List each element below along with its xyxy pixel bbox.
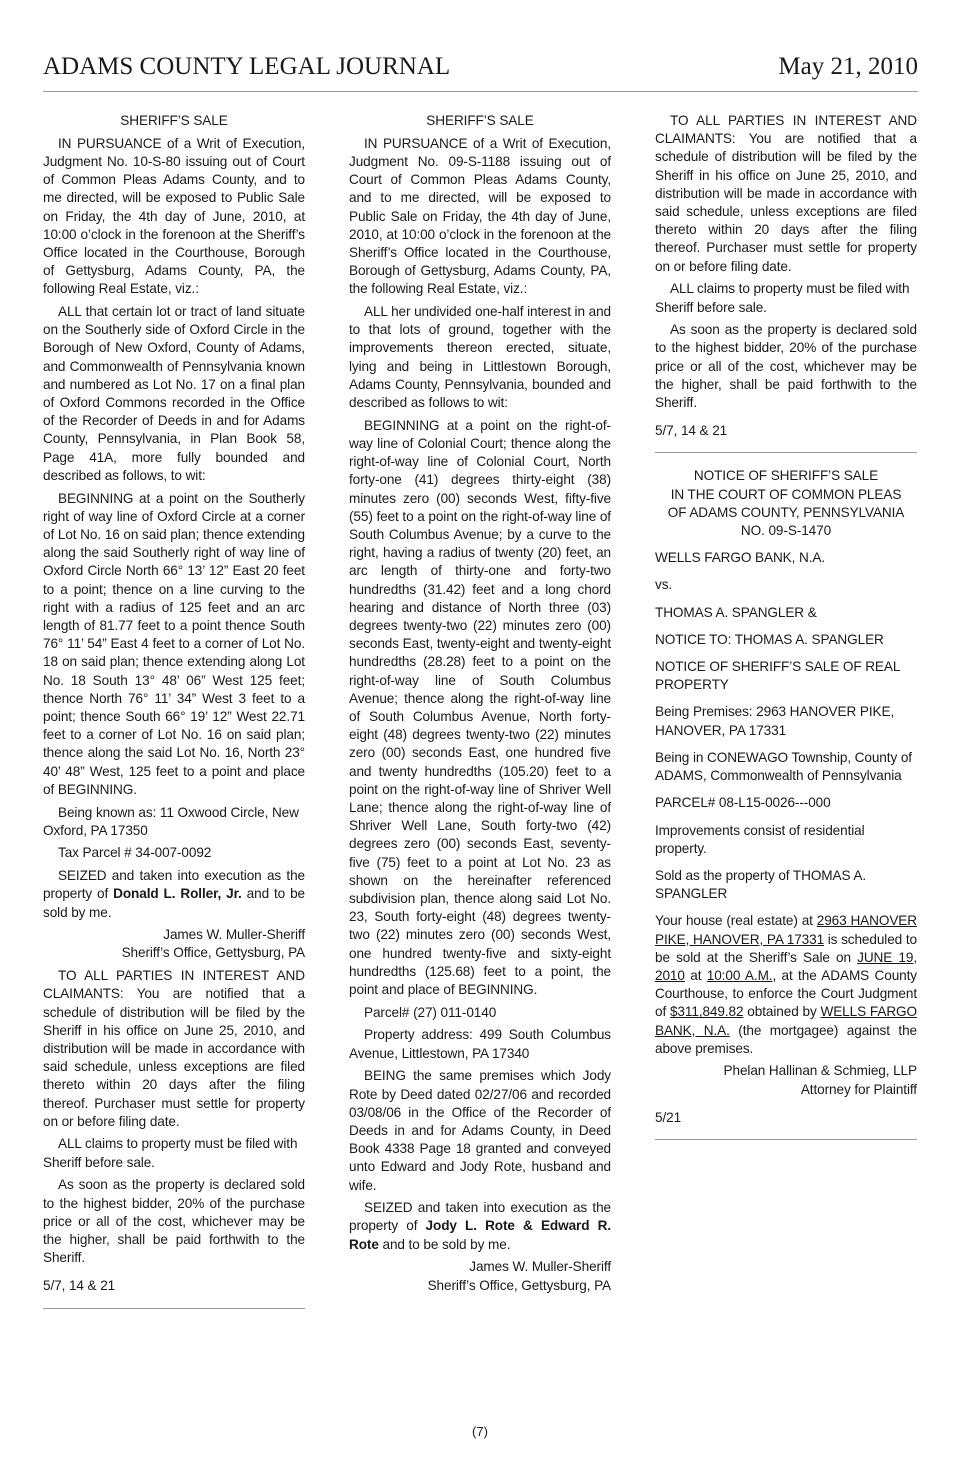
claims-paragraph: As soon as the property is declared sold to the highest bidder, 20% of the purchase price or all of the cost, whichever may be the higher, shall be paid forthwith to the Sheriff. <box>43 1177 305 1266</box>
signature-office: Sheriff’s Office, Gettysburg, PA <box>427 1277 611 1293</box>
notice-paragraph: IN PURSUANCE of a Writ of Execution, Judgment No. 09-S-1188 issuing out of Court of Common Pleas Adams County, and to me directed, will be exposed to Public Sale on Friday, the 4th day of June, 2010, at 10:00 o’clock in the forenoon at the Sheriff’s Office located in the Courthouse, Borough of Gettysburg, Adams County, PA, the following Real Estate, viz.: <box>349 135 611 297</box>
publication-dates: 5/7, 14 & 21 <box>43 1278 116 1294</box>
header-divider <box>43 91 918 92</box>
claims-paragraph: As soon as the property is declared sold to the highest bidder, 20% of the purchase price or all of the cost, whichever may be the higher, shall be paid forthwith to the Sheriff. <box>655 322 917 411</box>
claims-paragraph: TO ALL PARTIES IN INTEREST AND CLAIMANTS: You are notified that a schedule of distribution will be filed by the Sheriff in his office on June 25, 2010, and distribution will be made in accordance with said schedule, unless exceptions are filed thereto within 20 days after the filing thereof. Purchaser must settle for property on or before filing date. <box>655 113 917 274</box>
notice-paragraph: Tax Parcel # 34-007-0092 <box>58 845 212 861</box>
mortgagee-name: WELLS FARGO BANK, N.A. <box>655 1004 917 1038</box>
defendant-name: THOMAS A. SPANGLER & <box>655 604 817 620</box>
journal-title: ADAMS COUNTY LEGAL JOURNAL <box>43 53 451 80</box>
notice-heading: SHERIFF’S SALE <box>120 113 228 128</box>
claims-paragraph: ALL claims to property must be filed with Sheriff before sale. <box>655 281 910 315</box>
house-notice: Your house (real estate) at 2963 HANOVER PIKE, HANOVER, PA 17331 is scheduled to be sold at the Sheriff’s Sale on JUNE 19, 2010 at 10:00 A.M., at the ADAMS County Courthouse, to enforce the Court Judgment of $311,849.82 obtained by WELLS FARGO BANK, N.A. (the mortgagee) against the above premises. <box>655 913 917 1056</box>
column-2 <box>349 112 611 1299</box>
notice-to: NOTICE TO: THOMAS A. SPANGLER <box>655 631 884 647</box>
notice-paragraph: ALL her undivided one-half interest in and to that lots of ground, together with the improvements thereon erected, situate, lying and being in Littlestown Borough, Adams County, Pennsylvania, bounded and described as follows to wit: <box>349 304 611 411</box>
section-divider <box>655 452 917 453</box>
notice-title-line: NOTICE OF SHERIFF’S SALE <box>693 468 879 484</box>
claims-paragraph: ALL claims to property must be filed with Sheriff before sale. <box>43 1136 298 1170</box>
plaintiff-name: WELLS FARGO BANK, N.A. <box>655 550 826 566</box>
attorney-label: Attorney for Plaintiff <box>800 1081 917 1097</box>
column-1 <box>43 112 305 1323</box>
publication-dates: 5/21 <box>655 1109 682 1125</box>
notice-title-line: IN THE COURT OF COMMON PLEAS <box>670 486 902 502</box>
notice-paragraph: ALL that certain lot or tract of land situate on the Southerly side of Oxford Circle in the Borough of New Oxford, County of Adams, and Commonwealth of Pennsylvania known and numbered as Lot No. 17 on a final plan of Oxford Commons recorded in the Office of the Recorder of Deeds in and for Adams County, Pennsylvania, in Plan Book 58, Page 41A, more fully bounded and described as follows, to wit: <box>43 304 305 483</box>
signature-office: Sheriff’s Office, Gettysburg, PA <box>121 945 305 961</box>
notice-of-sale: NOTICE OF SHERIFF’S SALE OF REAL PROPERTY <box>655 659 900 693</box>
notice-title-line: OF ADAMS COUNTY, PENNSYLVANIA <box>667 504 905 520</box>
sale-time: 10:00 A.M. <box>706 967 773 983</box>
section-divider <box>655 1139 917 1140</box>
seized-paragraph: SEIZED and taken into execution as the property of Donald L. Roller, Jr. and to be sold by me. <box>43 868 306 920</box>
section-divider <box>43 1308 305 1309</box>
judgment-amount: $311,849.82 <box>669 1004 744 1020</box>
township: Being in CONEWAGO Township, County of ADAMS, Commonwealth of Pennsylvania <box>655 749 912 784</box>
owner-name: Donald L. Roller, Jr. <box>113 886 242 902</box>
sale-date: JUNE 19, 2010 <box>655 949 917 983</box>
notice-paragraph: BEGINNING at a point on the right-of-way line of Colonial Court; thence along the right-of-way line of Colonial Court, North forty-one (41) degrees thirty-eight (38) minutes zero (00) seconds West, fifty-five (55) feet to a point on the right-of-way line of South Columbus Avenue; by a curve to the right, having a radius of twenty (20) feet, an arc length of thirty-one and forty-two hundredths (31.42) feet and a long chord hearing and distance of North three (03) degrees twenty-two (22) minutes zero (00) seconds East, twenty-eight and twenty-eight hundredths (28.28) feet to a point on the right-of-way line of South Columbus Avenue; thence along the right-of-way line of South Columbus Avenue, North forty-eight (48) degrees twenty-two (22) minutes zero (00) seconds East, one hundred five and twenty hundredths (105.20) feet to a point on the right-of-way line of Shriver Well Lane; thence along the right-of-way line of Shriver Well Lane, South forty-two (42) degrees zero (00) seconds East, seventy-five (75) feet to a point at Lot No. 23 as shown on the hereinafter referenced subdivision plan, thence along said Lot No. 23, South forty-eight (48) degrees twenty-two (22) minutes zero (00) seconds West, one hundred twenty-five and sixty-eight hundredths (125.68) feet to a point, the point and place of BEGINNING. <box>349 417 611 998</box>
column-3 <box>655 112 917 1154</box>
premises: Being Premises: 2963 HANOVER PIKE, HANOVER, PA 17331 <box>655 704 895 738</box>
improvements: Improvements consist of residential property. <box>655 822 865 856</box>
notice-paragraph: Parcel# (27) 011-0140 <box>364 1004 497 1020</box>
notice-paragraph: IN PURSUANCE of a Writ of Execution, Judgment No. 10-S-80 issuing out of Court of Common Pleas Adams County, and to me directed, will be exposed to Public Sale on Friday, the 4th day of June, 2010, at 10:00 o’clock in the forenoon at the Sheriff’s Office located in the Courthouse, Borough of Gettysburg, Adams County, PA, the following Real Estate, viz.: <box>43 135 305 297</box>
publication-dates: 5/7, 14 & 21 <box>655 423 728 439</box>
law-firm: Phelan Hallinan & Schmieg, LLP <box>723 1063 917 1079</box>
owner-name: Jody L. Rote & Edward R. Rote <box>349 1218 611 1252</box>
claims-paragraph: TO ALL PARTIES IN INTEREST AND CLAIMANTS: You are notified that a schedule of distribution will be filed by the Sheriff in his office on June 25, 2010, and distribution will be made in accordance with said schedule, unless exceptions are filed thereto within 20 days after the filing thereof. Purchaser must settle for property on or before filing date. <box>43 968 305 1129</box>
seized-paragraph: SEIZED and taken into execution as the property of Jody L. Rote & Edward R. Rote and to be sold by me. <box>349 1200 611 1252</box>
versus-label: vs. <box>655 577 673 593</box>
signature-name: James W. Muller-Sheriff <box>163 927 305 943</box>
case-number: NO. 09-S-1470 <box>740 523 832 539</box>
notice-heading: SHERIFF’S SALE <box>426 113 534 128</box>
notice-paragraph: Being known as: 11 Oxwood Circle, New Oxford, PA 17350 <box>43 804 299 838</box>
sold-as: Sold as the property of THOMAS A. SPANGLER <box>655 867 867 902</box>
house-address: 2963 HANOVER PIKE, HANOVER, PA 17331 <box>655 913 917 947</box>
page-header <box>43 50 918 84</box>
notice-paragraph: BEING the same premises which Jody Rote by Deed dated 02/27/06 and recorded 03/08/06 in the Office of the Recorder of Deeds in and for Adams County, in Deed Book 4338 Page 18 granted and conveyed unto Edward and Jody Rote, husband and wife. <box>349 1068 611 1193</box>
notice-paragraph: BEGINNING at a point on the Southerly right of way line of Oxford Circle at a corner of Lot No. 16 on said plan; thence extending along the said Southerly right of way line of Oxford Circle North 66° 13’ 12” East 20 feet to a point; thence on a line curving to the right with a radius of 125 feet and an arc length of 81.77 feet to a point thence South 76° 11’ 54” East 4 feet to a corner of Lot No. 18 on said plan; thence extending along Lot No. 18 South 13° 48’ 06” West 125 feet; thence North 76° 11’ 34” West 3 feet to a point; thence South 66° 19’ 12” West 22.71 feet to a corner of Lot No. 16 on said plan; thence along the said Lot No. 16, North 23° 40’ 48” West, 125 feet to a point and place of BEGINNING. <box>43 490 305 797</box>
signature-name: James W. Muller-Sheriff <box>469 1259 611 1275</box>
parcel-number: PARCEL# 08-L15-0026---000 <box>655 795 831 811</box>
page-number: (7) <box>472 1424 488 1439</box>
issue-date: May 21, 2010 <box>778 53 918 80</box>
notice-paragraph: Property address: 499 South Columbus Avenue, Littlestown, PA 17340 <box>349 1027 611 1061</box>
